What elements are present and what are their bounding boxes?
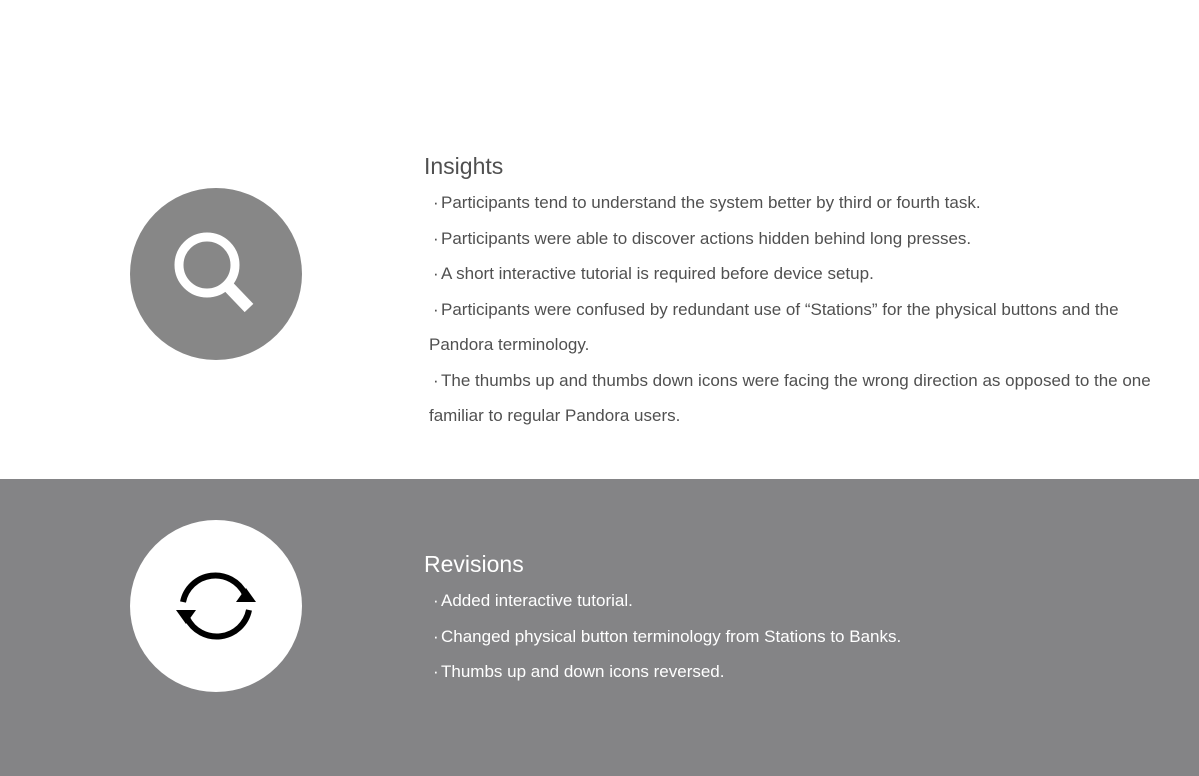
search-icon xyxy=(166,224,266,324)
refresh-icon xyxy=(166,556,266,656)
revision-item xyxy=(429,583,1154,619)
insight-text: A short interactive tutorial is required before device setup. xyxy=(441,264,874,283)
bullet-dot: · xyxy=(433,264,439,283)
insight-item xyxy=(429,292,1154,363)
revisions-section xyxy=(0,479,1199,776)
bullet-dot: · xyxy=(433,591,439,610)
insight-text: Participants tend to understand the system better by third or fourth task. xyxy=(441,193,981,212)
revision-item xyxy=(429,619,1154,655)
insights-icon-circle xyxy=(130,188,302,360)
revision-text: Thumbs up and down icons reversed. xyxy=(441,662,725,681)
revision-text: Added interactive tutorial. xyxy=(441,591,633,610)
insights-list xyxy=(424,185,1154,434)
bullet-dot: · xyxy=(433,662,439,681)
bullet-dot: · xyxy=(433,299,439,319)
insights-text-block xyxy=(424,152,1154,434)
insight-text: Participants were able to discover actions hidden behind long presses. xyxy=(441,228,972,248)
insights-heading: Insights xyxy=(424,153,504,179)
revisions-heading: Revisions xyxy=(424,551,524,577)
revisions-text-block xyxy=(424,550,1154,690)
insight-item xyxy=(429,256,1154,292)
bullet-dot: · xyxy=(433,370,439,390)
revision-text: Changed physical button terminology from Stations to Banks. xyxy=(441,626,902,646)
insight-text: Participants were confused by redundant use of “Stations” for the physical buttons and the Pandora terminology. xyxy=(429,299,1119,354)
revisions-list xyxy=(424,583,1154,690)
insight-text: The thumbs up and thumbs down icons were facing the wrong direction as opposed to the one familiar to regular Pandora users. xyxy=(429,370,1151,425)
insight-item xyxy=(429,363,1154,434)
revision-item xyxy=(429,654,1154,690)
bullet-dot: · xyxy=(433,626,439,646)
revisions-icon-circle xyxy=(130,520,302,692)
bullet-dot: · xyxy=(433,228,439,248)
insight-item xyxy=(429,185,1154,221)
bullet-dot: · xyxy=(433,193,439,212)
insight-item xyxy=(429,221,1154,257)
